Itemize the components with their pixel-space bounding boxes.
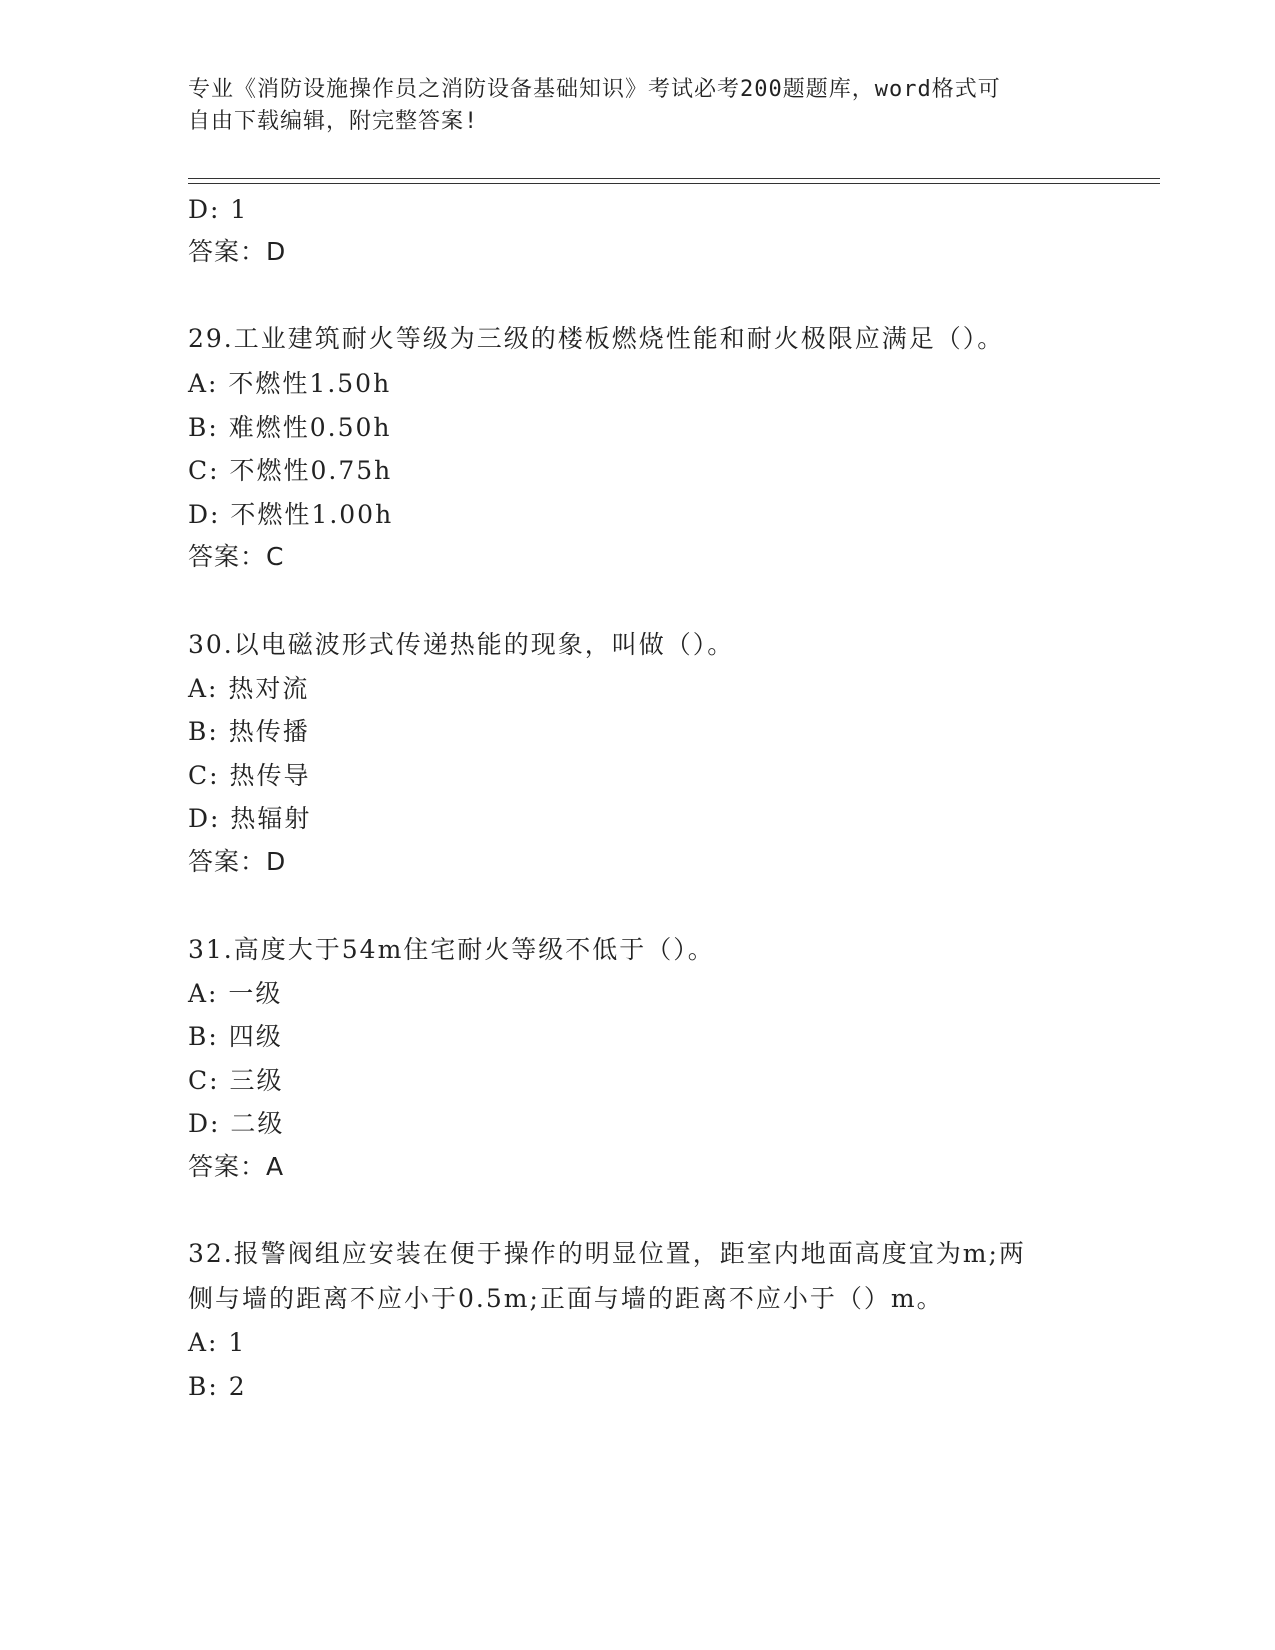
- option-a: A: 不燃性1.50h: [188, 369, 392, 398]
- question-stem: 31.高度大于54m住宅耐火等级不低于（）。: [188, 935, 715, 964]
- header-line-1: 专业《消防设施操作员之消防设备基础知识》考试必考200题题库，word格式可: [188, 77, 1001, 102]
- question-stem: 29.工业建筑耐火等级为三级的楼板燃烧性能和耐火极限应满足（）。: [188, 324, 1005, 353]
- header-divider-bottom: [188, 183, 1160, 184]
- option-b: B: 四级: [188, 1022, 283, 1051]
- document-header: [188, 74, 1068, 138]
- header-divider-top: [188, 178, 1160, 179]
- option-a: A: 1: [188, 1328, 247, 1357]
- option-c: C: 三级: [188, 1066, 284, 1095]
- option-b: B: 热传播: [188, 717, 310, 746]
- option-c: C: 不燃性0.75h: [188, 456, 393, 485]
- header-line-2: 自由下载编辑，附完整答案!: [188, 109, 479, 134]
- option-a: A: 一级: [188, 979, 283, 1008]
- answer: 答案：D: [188, 847, 287, 876]
- option-d: D: 热辐射: [188, 804, 312, 833]
- option-d: D: 不燃性1.00h: [188, 500, 394, 529]
- option-b: B: 2: [188, 1372, 247, 1401]
- option-d: D: 1: [188, 195, 249, 224]
- option-a: A: 热对流: [188, 674, 310, 703]
- answer: 答案：C: [188, 542, 285, 571]
- option-d: D: 二级: [188, 1109, 285, 1138]
- question-stem-line-1: 32.报警阀组应安装在便于操作的明显位置，距室内地面高度宜为m;两: [188, 1239, 1026, 1268]
- option-b: B: 难燃性0.50h: [188, 413, 392, 442]
- question-stem: 30.以电磁波形式传递热能的现象，叫做（）。: [188, 630, 735, 659]
- answer: 答案：A: [188, 1152, 285, 1181]
- option-c: C: 热传导: [188, 761, 311, 790]
- question-stem-line-2: 侧与墙的距离不应小于0.5m;正面与墙的距离不应小于（）m。: [188, 1284, 944, 1313]
- answer: 答案：D: [188, 237, 287, 266]
